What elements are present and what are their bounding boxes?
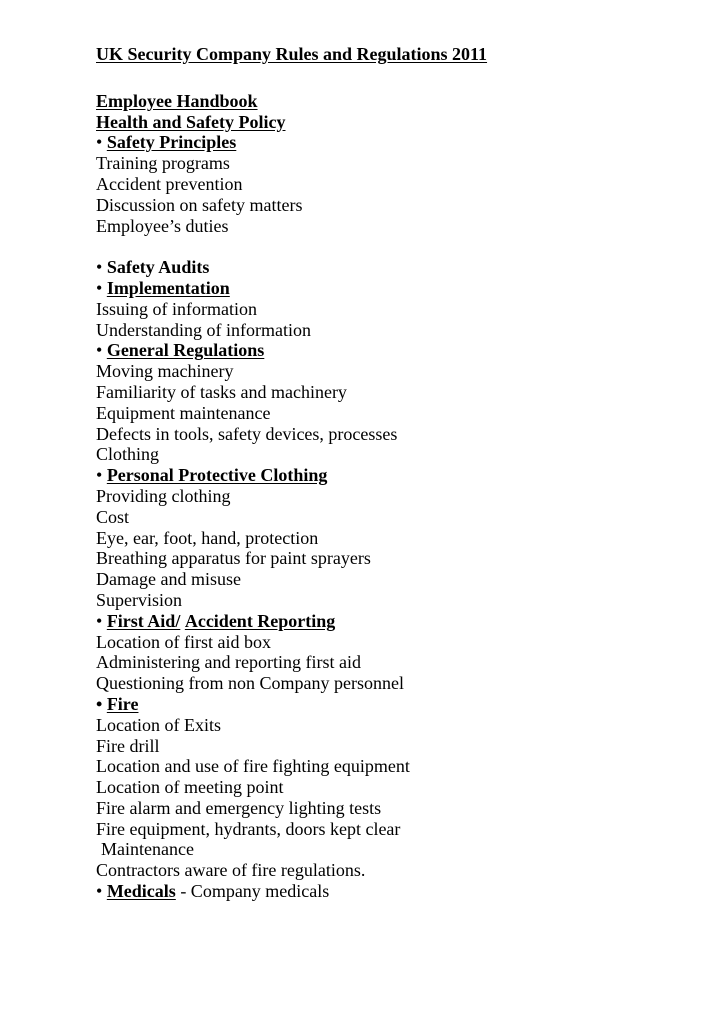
list-item: Providing clothing <box>96 485 231 506</box>
section-title-secondary: Accident Reporting <box>184 610 336 631</box>
list-item: Fire equipment, hydrants, doors kept clear <box>96 818 401 839</box>
section-heading-protective-clothing <box>96 465 696 486</box>
section-heading-implementation <box>96 278 696 299</box>
handbook-heading: Employee Handbook <box>96 90 258 111</box>
list-item: Accident prevention <box>96 173 243 194</box>
list-item: Location of Exits <box>96 714 221 735</box>
list-item: Defects in tools, safety devices, processes <box>96 423 398 444</box>
section-heading-first-aid <box>96 611 696 632</box>
section-title: Fire <box>106 693 139 714</box>
list-item: Location of meeting point <box>96 777 284 798</box>
bullet: • <box>96 881 103 902</box>
section-heading-general-regulations <box>96 340 696 361</box>
section-suffix: - Company medicals <box>175 881 330 902</box>
bullet: • <box>96 257 103 278</box>
list-item: Employee’s duties <box>96 215 229 236</box>
section-title: Safety Audits <box>106 257 210 278</box>
list-item: Damage and misuse <box>96 569 241 590</box>
list-item: Administering and reporting first aid <box>96 652 361 673</box>
section-heading-fire <box>96 694 696 715</box>
list-item: Discussion on safety matters <box>96 194 303 215</box>
bullet: • <box>96 277 103 298</box>
section-title: Medicals <box>106 881 176 902</box>
section-title: First Aid/ <box>106 610 181 631</box>
section-heading-medicals <box>96 881 696 902</box>
policy-heading: Health and Safety Policy <box>96 111 286 132</box>
list-item: Breathing apparatus for paint sprayers <box>96 548 371 569</box>
list-item: Contractors aware of fire regulations. <box>96 860 366 881</box>
blank-line <box>96 236 696 257</box>
section-heading-safety-principles <box>96 132 696 153</box>
document-title: UK Security Company Rules and Regulations 2011 <box>96 44 488 64</box>
bullet: • <box>96 340 103 361</box>
list-item: Training programs <box>96 153 230 174</box>
list-item: Issuing of information <box>96 298 257 319</box>
list-item: Moving machinery <box>96 361 234 382</box>
list-item: Maintenance <box>101 839 194 860</box>
list-item: Clothing <box>96 444 160 465</box>
section-title: Personal Protective Clothing <box>106 465 328 486</box>
section-title: Safety Principles <box>106 132 237 153</box>
list-item: Fire drill <box>96 735 160 756</box>
bullet: • <box>96 132 103 153</box>
list-item: Supervision <box>96 589 183 610</box>
list-item: Location of first aid box <box>96 631 271 652</box>
bullet: • <box>96 465 103 486</box>
list-item: Equipment maintenance <box>96 402 271 423</box>
list-item: Cost <box>96 506 130 527</box>
document-page <box>96 44 696 902</box>
bullet: • <box>96 610 103 631</box>
section-heading-safety-audits <box>96 257 696 278</box>
list-item: Eye, ear, foot, hand, protection <box>96 527 319 548</box>
section-title: Implementation <box>106 277 230 298</box>
list-item: Familiarity of tasks and machinery <box>96 381 347 402</box>
list-item: Understanding of information <box>96 319 311 340</box>
list-item: Location and use of fire fighting equipment <box>96 756 410 777</box>
section-title: General Regulations <box>106 340 265 361</box>
bullet: • <box>96 693 103 714</box>
list-item: Questioning from non Company personnel <box>96 673 404 694</box>
list-item: Fire alarm and emergency lighting tests <box>96 797 382 818</box>
